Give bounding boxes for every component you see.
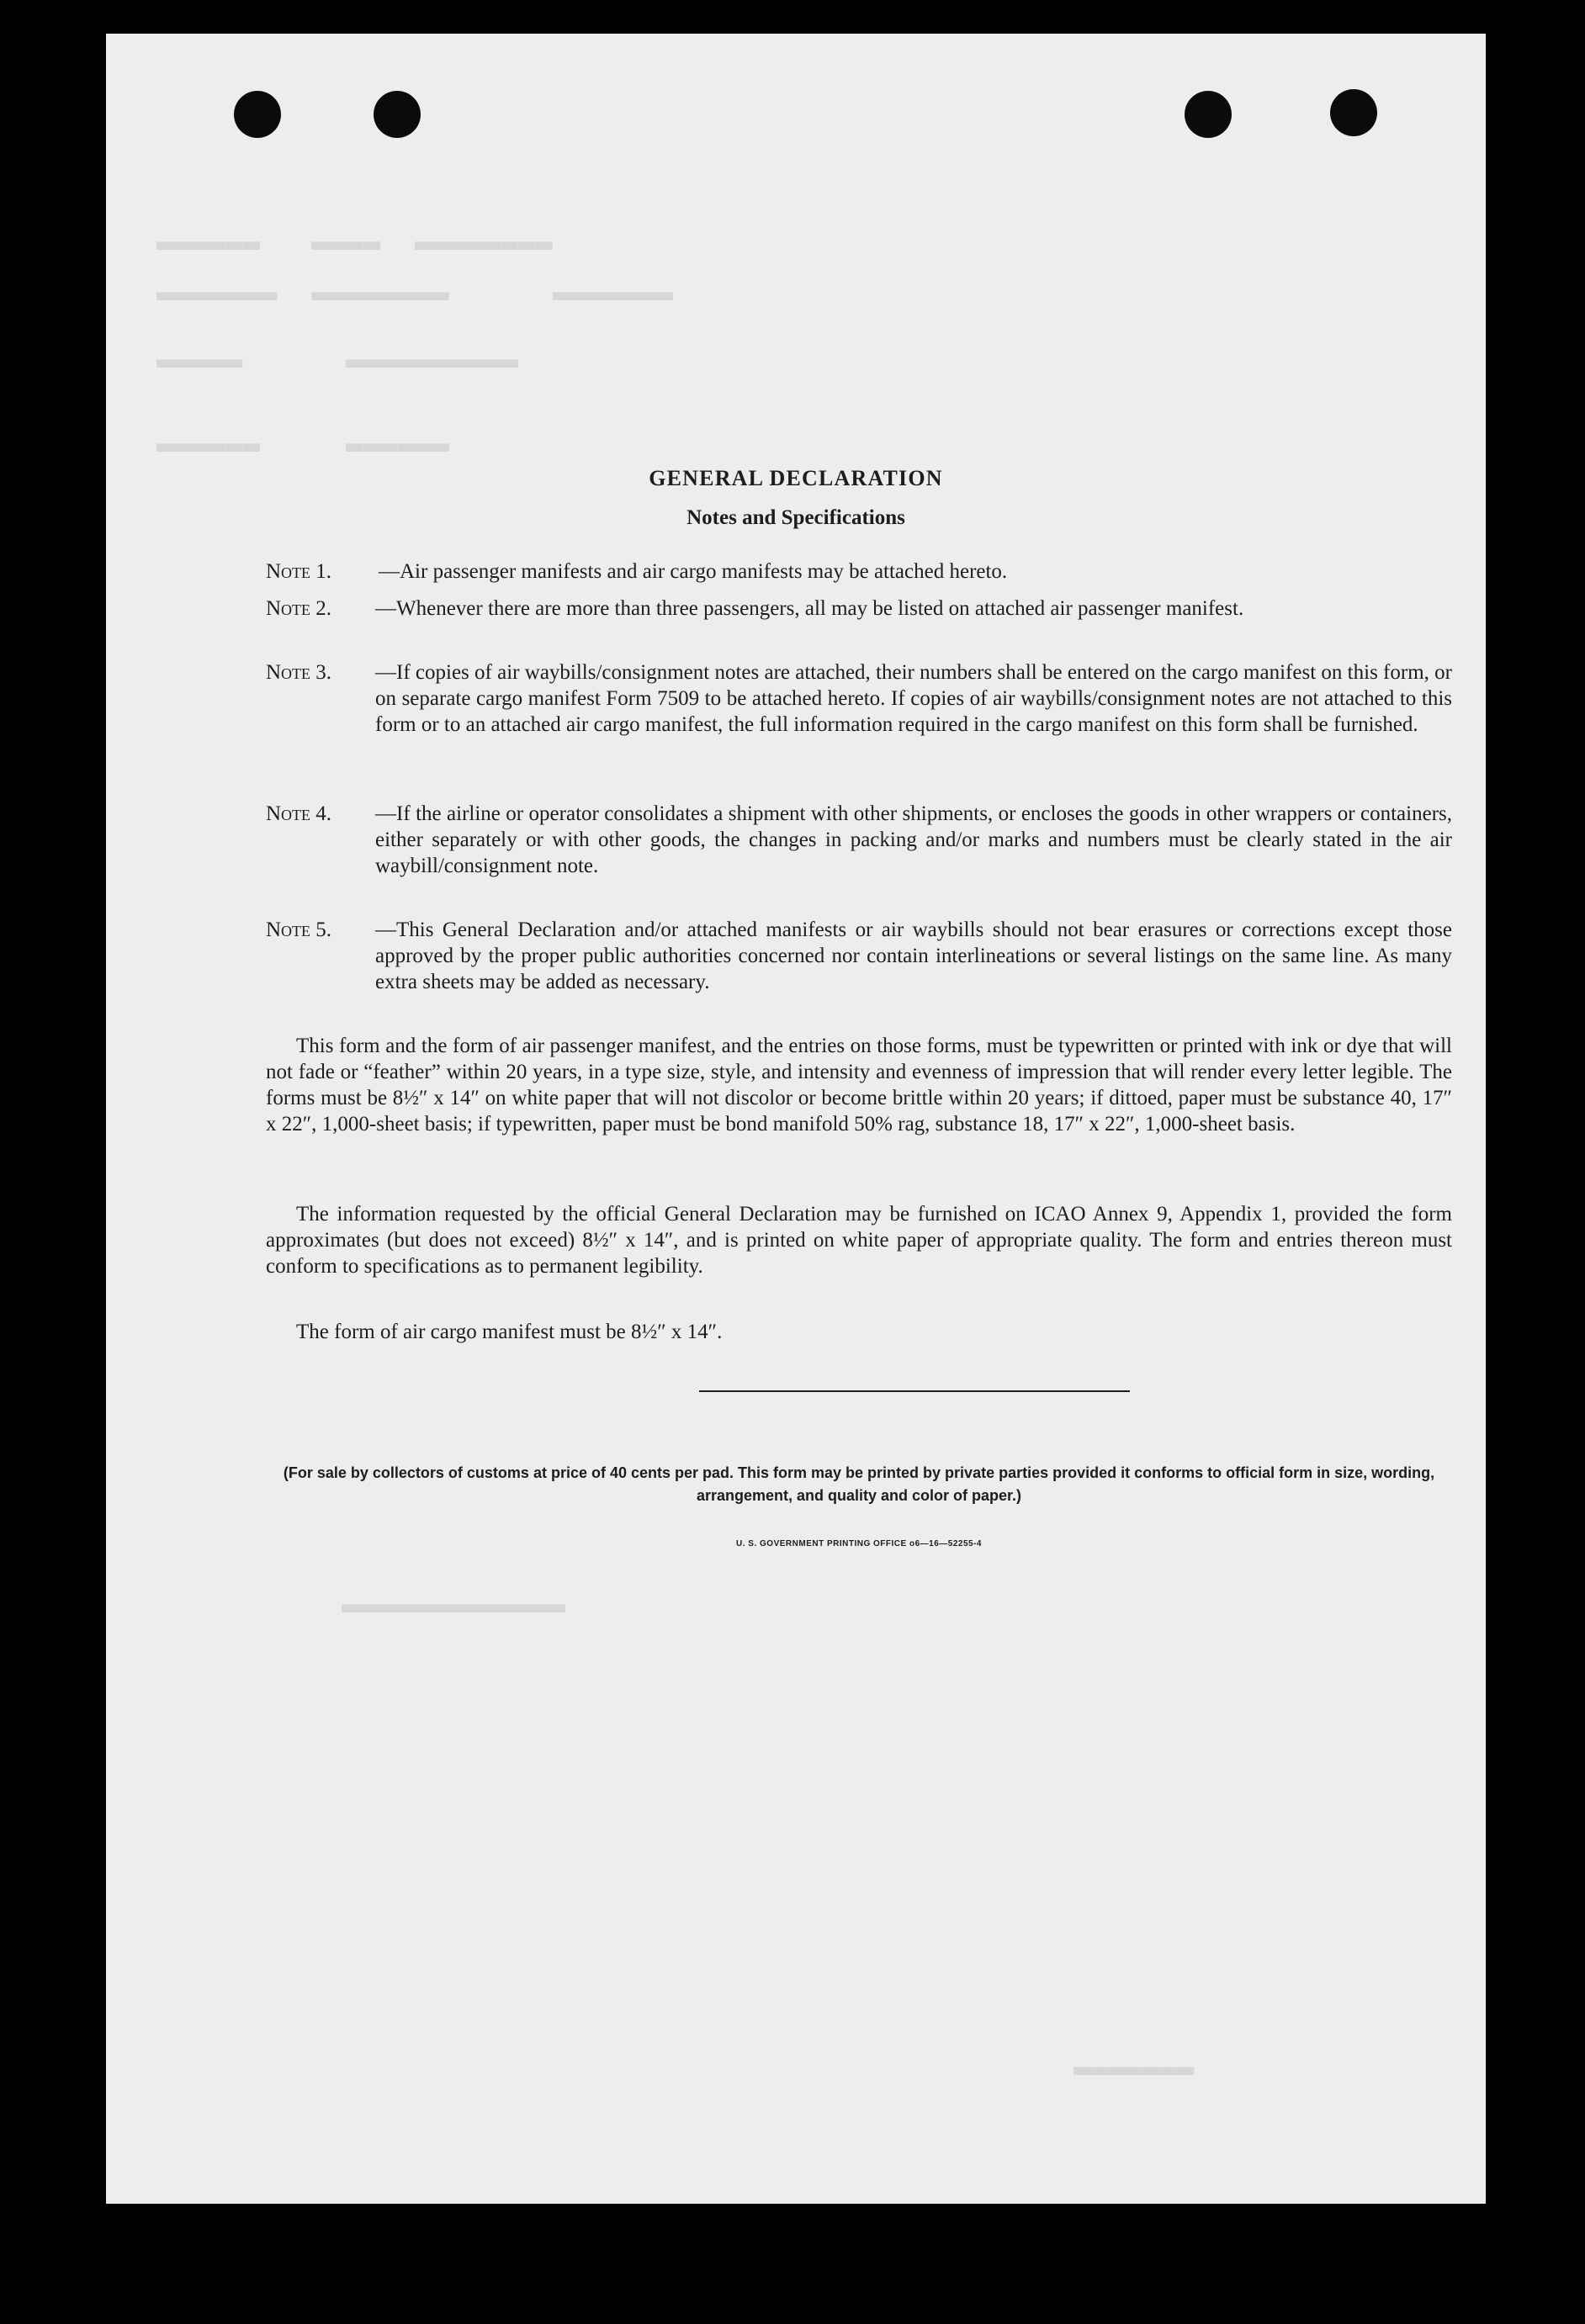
bleed-through-mark: ▬▬▬▬▬▬ ▬▬▬▬ ▬▬▬▬▬▬▬▬ — [156, 227, 553, 261]
icao-paragraph: The information requested by the official General Declaration may be furnished on ICAO Annex 9, Appendix 1, provided the form approximates (but does not exceed) 8½″ x 14″, and is printed on white paper of appropriate quality. The form and entries thereon must conform to specifications as to permanent legibility. — [266, 1203, 1452, 1278]
bleed-through-mark: ▬▬▬▬▬▬ ▬▬▬▬▬▬ — [156, 429, 449, 463]
note-3 — [266, 659, 1452, 738]
divider-rule — [699, 1390, 1130, 1392]
bleed-through-mark: ▬▬▬▬▬ ▬▬▬▬▬▬▬▬▬▬ — [156, 345, 518, 379]
note-text: —If copies of air waybills/consignment notes are attached, their numbers shall be entered on the cargo manifest on this form, or on separate cargo manifest Form 7509 to be attached hereto. If copies of air waybills/consignment notes are not attached to this form or to an attached air cargo manifest, the full information required in the cargo manifest on this form shall be furnished. — [375, 661, 1452, 736]
cargo-manifest-size-paragraph: The form of air cargo manifest must be 8½″ x 14″. — [296, 1321, 723, 1343]
note-text: —If the airline or operator consolidates a shipment with other shipments, or encloses the goods in other wrappers or containers, either separately or with other goods, the changes in packing and/or marks and numbers must be clearly stated in the air waybill/consignment note. — [375, 802, 1452, 877]
printer-imprint: U. S. GOVERNMENT PRINTING OFFICE o6—16—52255-4 — [736, 1539, 982, 1548]
punch-hole — [1185, 91, 1232, 138]
note-label: Note 2. — [266, 597, 332, 620]
punch-hole — [234, 91, 281, 138]
punch-hole — [1330, 89, 1377, 136]
note-text: —Air passenger manifests and air cargo manifests may be attached hereto. — [379, 560, 1008, 583]
note-4 — [266, 801, 1452, 879]
form-requirements-paragraph: This form and the form of air passenger manifest, and the entries on those forms, must be typewritten or printed with ink or dye that will not fade or “feather” within 20 years, in a type size, style, and intensity and evenness of impression that will render every letter legible. The forms must be 8½″ x 14″ on white paper that will not discolor or become brittle within 20 years; if dittoed, paper must be substance 40, 17″ x 22″, 1,000-sheet basis; if typewritten, paper must be bond manifold 50% rag, substance 18, 17″ x 22″, 1,000-sheet basis. — [266, 1035, 1452, 1136]
note-5 — [266, 917, 1452, 995]
page-subtitle: Notes and Specifications — [686, 506, 905, 529]
page-title: GENERAL DECLARATION — [649, 466, 943, 490]
note-text: —This General Declaration and/or attached manifests or air waybills should not bear erasures or corrections except those approved by the proper public authorities concerned nor contain interlineations or several listings on the same line. As many extra sheets may be added as necessary. — [375, 918, 1452, 993]
document-page — [106, 34, 1486, 2204]
sale-notice: (For sale by collectors of customs at price of 40 cents per pad. This form may be printed by private parties provided it conforms to official form in size, wording, arrangement, and quality and color of paper.) — [283, 1464, 1435, 1504]
note-label: Note 1. — [266, 560, 332, 583]
punch-hole — [374, 91, 421, 138]
bleed-through-mark: ▬▬▬▬▬▬▬▬▬▬▬▬▬ — [342, 1590, 566, 1623]
note-1 — [266, 559, 1452, 585]
bleed-through-mark: ▬▬▬▬▬▬▬ — [1073, 2052, 1195, 2086]
note-2 — [266, 596, 1452, 622]
bleed-through-mark: ▬▬▬▬▬▬▬ ▬▬▬▬▬▬▬▬ ▬▬▬▬▬▬▬ — [156, 278, 674, 311]
note-text: —Whenever there are more than three passengers, all may be listed on attached air passenger manifest. — [375, 597, 1244, 620]
note-label: Note 3. — [266, 661, 332, 684]
note-label: Note 4. — [266, 802, 332, 825]
note-label: Note 5. — [266, 918, 332, 941]
